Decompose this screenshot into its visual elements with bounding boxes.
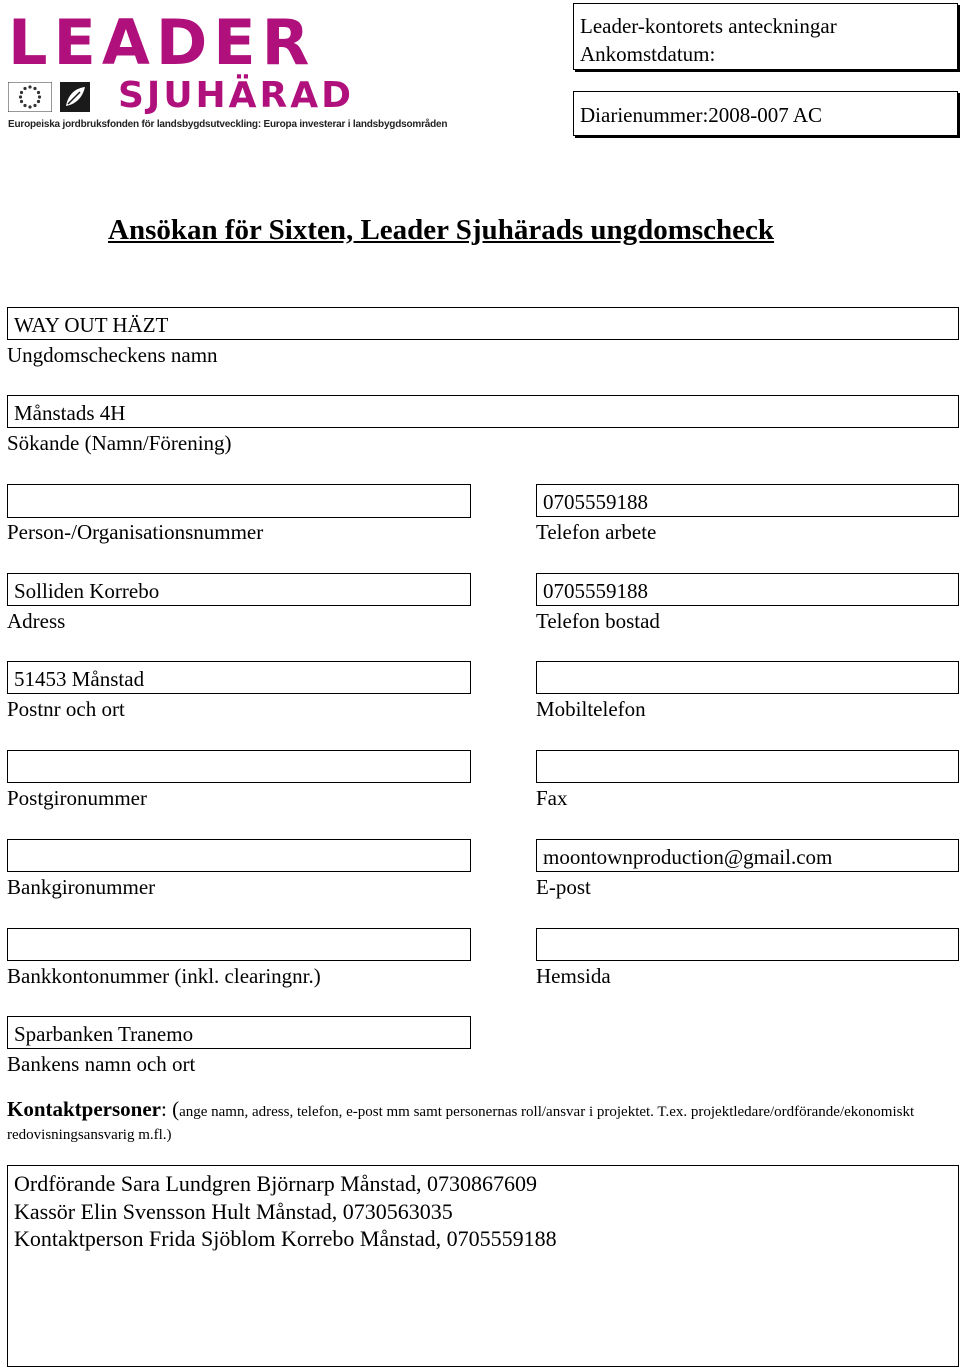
check-name-field[interactable]: WAY OUT HÄZT [7,307,959,340]
org-number-label: Person-/Organisationsnummer [7,520,264,544]
phone-work-label: Telefon arbete [536,520,657,544]
phone-work-field[interactable]: 0705559188 [536,484,959,517]
bankgiro-field[interactable] [7,839,471,872]
diary-number-label: Diarienummer: [580,103,709,127]
phone-home-field[interactable]: 0705559188 [536,573,959,606]
logo-tagline: Europeiska jordbruksfonden för landsbygdsutveckling: Europa investerar i landsbygdsområden [8,119,448,130]
arrival-date-label: Ankomstdatum: [580,42,716,66]
page-title: Ansökan för Sixten, Leader Sjuhärads ungdomscheck [108,214,775,246]
office-notes-label: Leader-kontorets anteckningar [580,14,837,38]
address-label: Adress [7,609,66,633]
sjuharad-logo-wordmark: SJUHÄRAD [118,75,355,116]
office-notes-box [573,3,958,70]
contact-line: Kontaktperson Frida Sjöblom Korrebo Månstad, 0705559188 [14,1226,557,1251]
applicant-field[interactable]: Månstads 4H [7,395,959,428]
bankgiro-label: Bankgironummer [7,875,156,899]
eu-flag-icon [8,82,52,112]
phone-home-label: Telefon bostad [536,609,660,633]
leader-leaf-icon [60,82,90,112]
fax-label: Fax [536,786,568,810]
address-field[interactable]: Solliden Korrebo [7,573,471,606]
applicant-label: Sökande (Namn/Förening) [7,431,232,455]
email-field[interactable]: moontownproduction@gmail.com [536,839,959,872]
bank-name-label: Bankens namn och ort [7,1052,196,1076]
postgiro-field[interactable] [7,750,471,783]
website-field[interactable] [536,928,959,961]
diary-number-box [573,91,958,136]
contacts-heading-title: Kontaktpersoner [7,1097,161,1121]
contacts-textarea[interactable] [7,1165,959,1367]
contacts-heading-colon: : ( [161,1097,180,1121]
check-name-label: Ungdomscheckens namn [7,343,218,367]
email-label: E-post [536,875,591,899]
contacts-instructions: ange namn, adress, telefon, e-post mm samt personernas roll/ansvar i projektet. T.ex. projektledare/ordförande/ekonomiskt redovisningsansvarig m.fl.) [7,1104,915,1143]
diary-number-value: 2008-007 AC [708,103,823,127]
leader-logo-wordmark: LEADER [8,6,316,79]
website-label: Hemsida [536,964,611,988]
contact-line: Ordförande Sara Lundgren Björnarp Månstad, 0730867609 [14,1171,537,1196]
bank-name-field[interactable]: Sparbanken Tranemo [7,1016,471,1049]
bank-account-label: Bankkontonummer (inkl. clearingnr.) [7,964,321,988]
postal-label: Postnr och ort [7,697,125,721]
postal-field[interactable]: 51453 Månstad [7,661,471,694]
mobile-field[interactable] [536,661,959,694]
postgiro-label: Postgironummer [7,786,147,810]
org-number-field[interactable] [7,484,471,518]
mobile-label: Mobiltelefon [536,697,646,721]
fax-field[interactable] [536,750,959,783]
contacts-heading [7,1098,953,1147]
contact-line: Kassör Elin Svensson Hult Månstad, 0730563035 [14,1198,453,1224]
bank-account-field[interactable] [7,928,471,961]
